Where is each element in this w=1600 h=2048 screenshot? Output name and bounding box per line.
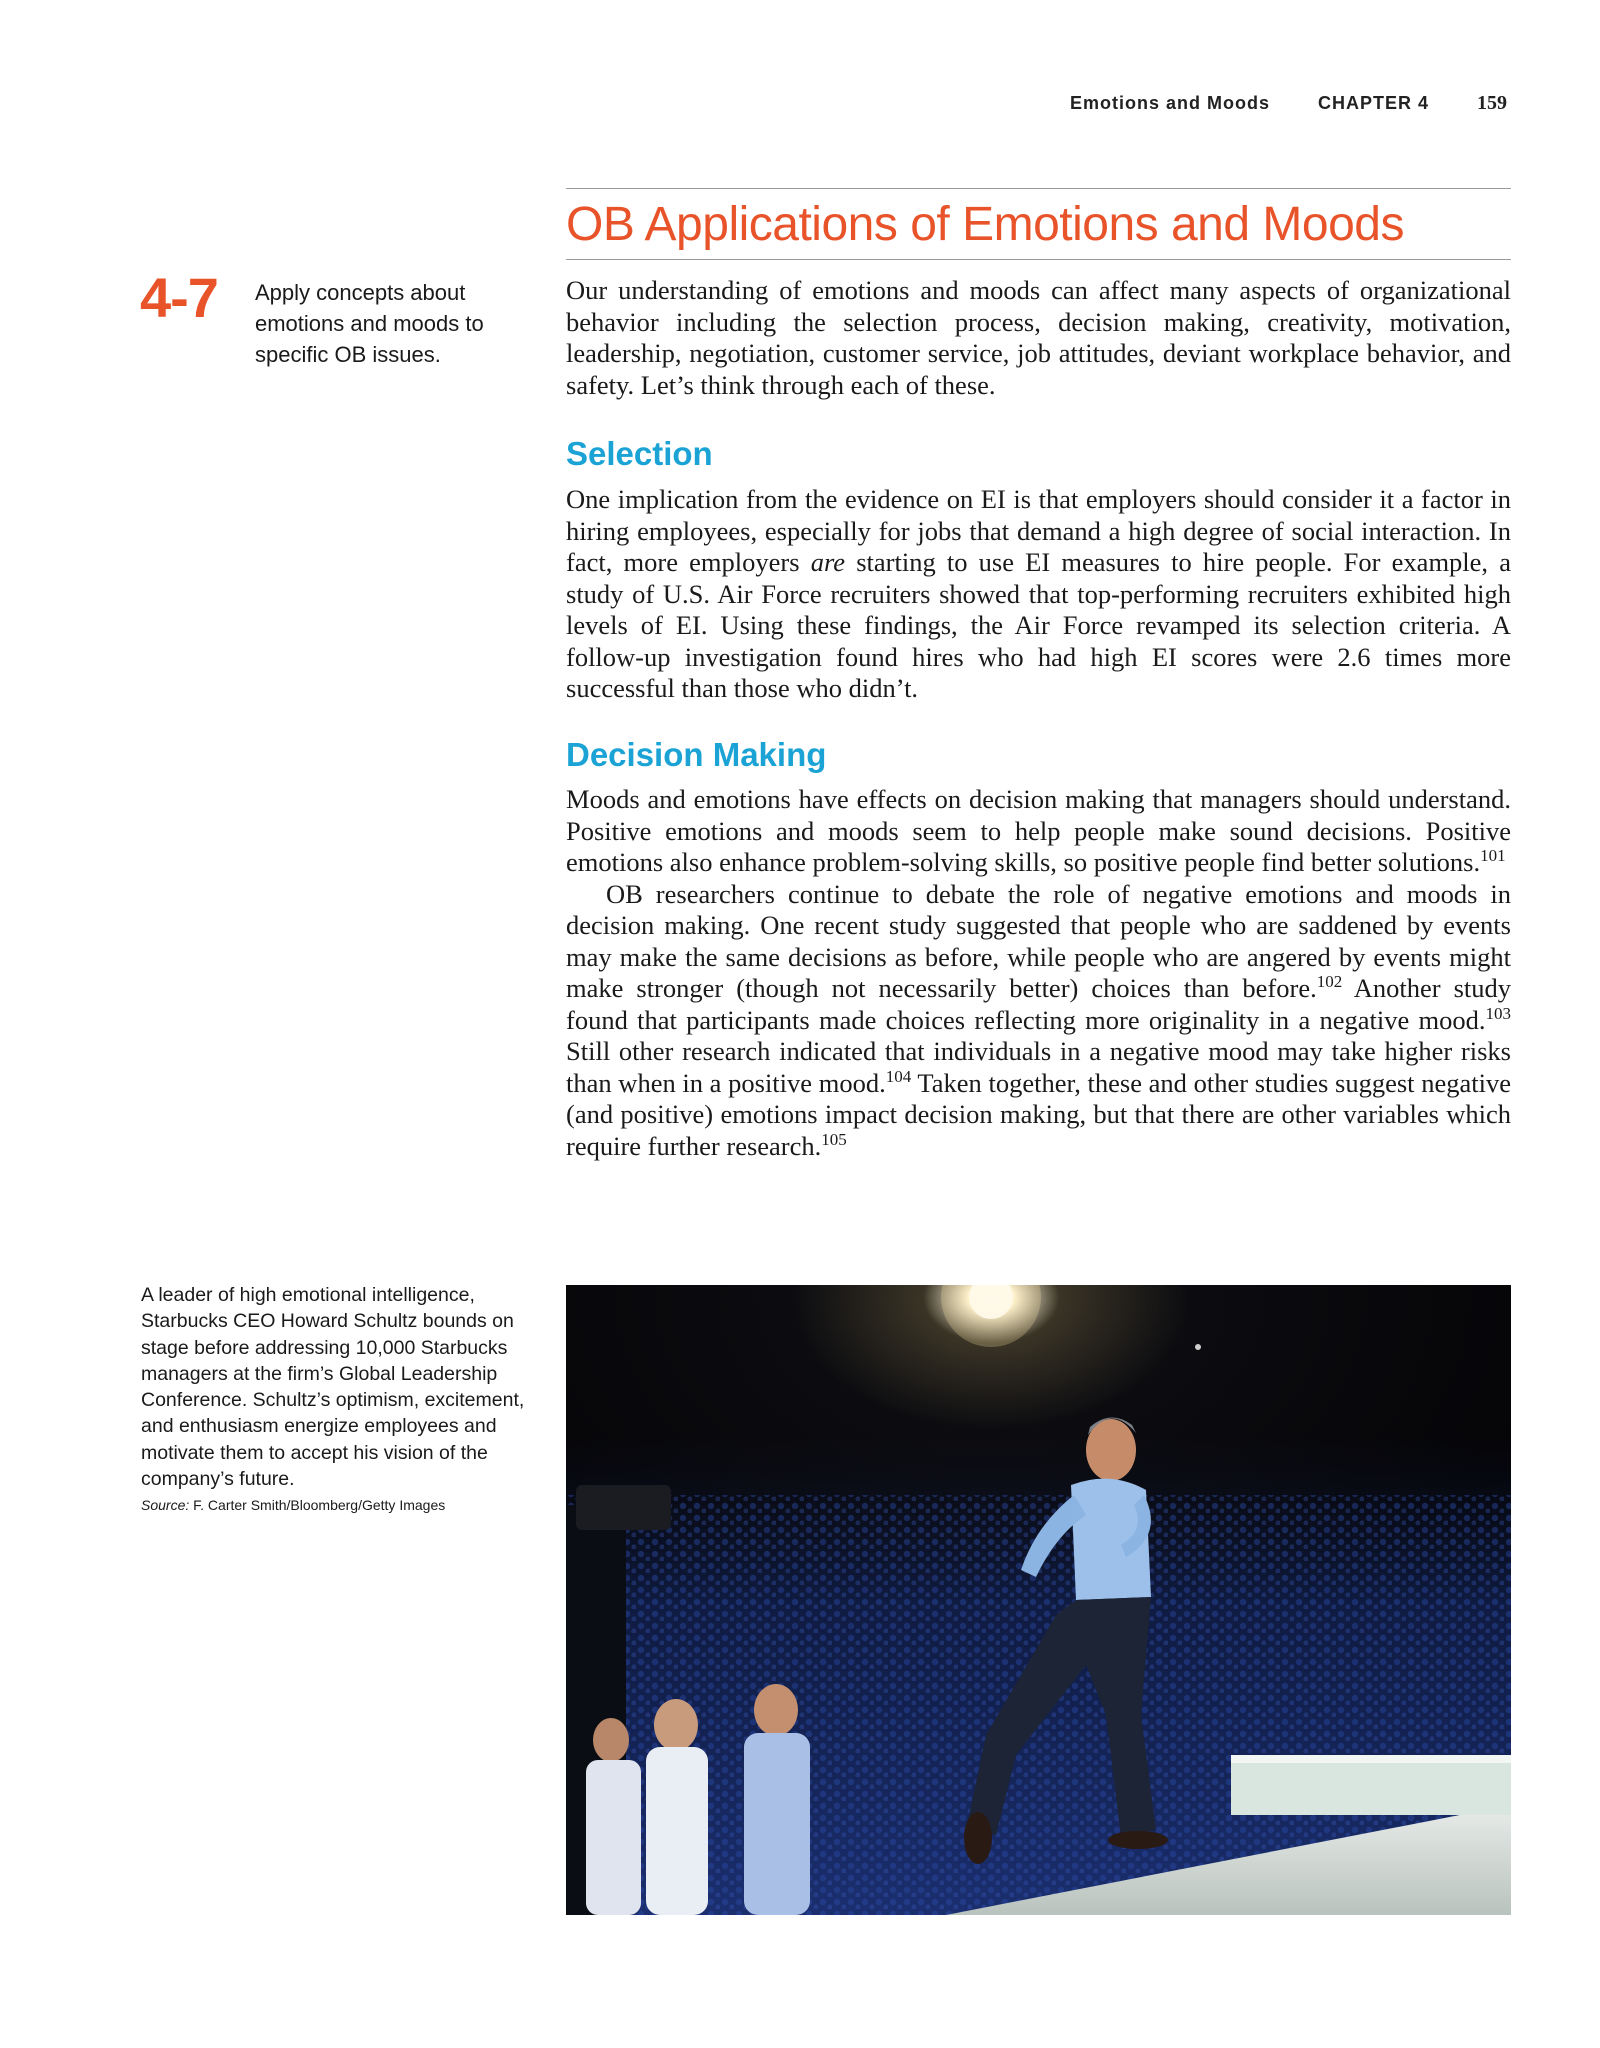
endnote-ref: 101 xyxy=(1480,846,1506,866)
endnote-ref: 105 xyxy=(821,1129,847,1149)
endnote-ref: 102 xyxy=(1316,972,1343,992)
decision-making-heading: Decision Making xyxy=(566,736,827,773)
section-title: OB Applications of Emotions and Moods xyxy=(566,198,1404,251)
decision-p2-text-a: OB researchers continue to debate the role of negative emotions and moods in decision making. One recent study suggested that people who are saddened by events may make the same decisions as before, while people who are angered by events might make stronger (though not necessarily better) choices than before. xyxy=(566,878,1511,1003)
decision-p1-text: Moods and emotions have effects on decision making that managers should understand. Positive emotions and moods seem to help people make sound decisions. Positive emotions also enhance problem-solving skills, so positive people find better solutions. xyxy=(566,784,1511,877)
decision-making-block xyxy=(566,784,1511,1162)
selection-emphasis: are xyxy=(810,547,846,577)
title-top-rule xyxy=(566,188,1511,189)
running-head-chapter: CHAPTER 4 xyxy=(1317,93,1429,113)
selection-paragraph xyxy=(566,484,1511,705)
selection-heading: Selection xyxy=(566,435,713,472)
running-head-section: Emotions and Moods xyxy=(1069,93,1270,113)
page-number: 159 xyxy=(1477,92,1507,114)
endnote-ref: 103 xyxy=(1485,1003,1511,1023)
decision-p2-text-d: Taken together, these and other studies suggest negative (and positive) emotions impact decision making, but that there are other variables which require further research. xyxy=(566,1067,1511,1161)
decision-paragraph-2 xyxy=(566,879,1511,1163)
caption-text: A leader of high emotional intelligence, Starbucks CEO Howard Schultz bounds on stage before addressing 10,000 Starbucks managers at the firm’s Global Leadership Conference. Schultz’s optimism, excitement, and enthusiasm energize employees and motivate them to accept his vision of the company’s future. xyxy=(141,1284,525,1491)
photo-caption xyxy=(141,1282,536,1516)
intro-paragraph: Our understanding of emotions and moods can affect many aspects of organizational behavior including the selection process, decision making, creativity, motivation, leadership, negotiation, customer service, job attitudes, deviant workplace behavior, and safety. Let’s think through each of these. xyxy=(566,275,1511,400)
selection-block xyxy=(566,484,1511,705)
intro-block xyxy=(566,275,1511,401)
endnote-ref: 104 xyxy=(885,1066,912,1086)
learning-objective-text: Apply concepts about emotions and moods to specific OB issues. xyxy=(255,280,484,367)
decision-paragraph-1 xyxy=(566,784,1511,879)
title-bottom-rule xyxy=(566,259,1511,260)
running-head xyxy=(1070,92,1507,115)
decision-p2-text-b: Another study found that participants made choices reflecting more originality in a negative mood. xyxy=(566,973,1511,1035)
credit-text: F. Carter Smith/Bloomberg/Getty Images xyxy=(189,1497,446,1514)
selection-text-1: One implication from the evidence on EI is that employers should consider it a factor in hiring employees, especially for jobs that demand a high degree of social interaction. In fact, more employers xyxy=(566,484,1511,577)
credit-label: Source: xyxy=(141,1497,190,1514)
photo-credit xyxy=(141,1494,536,1516)
selection-text-2: starting to use EI measures to hire people. For example, a study of U.S. Air Force recruiters showed that top-performing recruiters exhibited high levels of EI. Using these findings, the Air Force revamped its selection criteria. A follow-up investigation found hires who had high EI scores were 2.6 times more successful than those who didn’t. xyxy=(566,547,1511,703)
decision-p2-text-c: Still other research indicated that individuals in a negative mood may take higher risks than when in a positive mood. xyxy=(566,1036,1511,1098)
stage-photo xyxy=(566,1285,1511,1915)
learning-objective-number: 4-7 xyxy=(140,266,218,329)
